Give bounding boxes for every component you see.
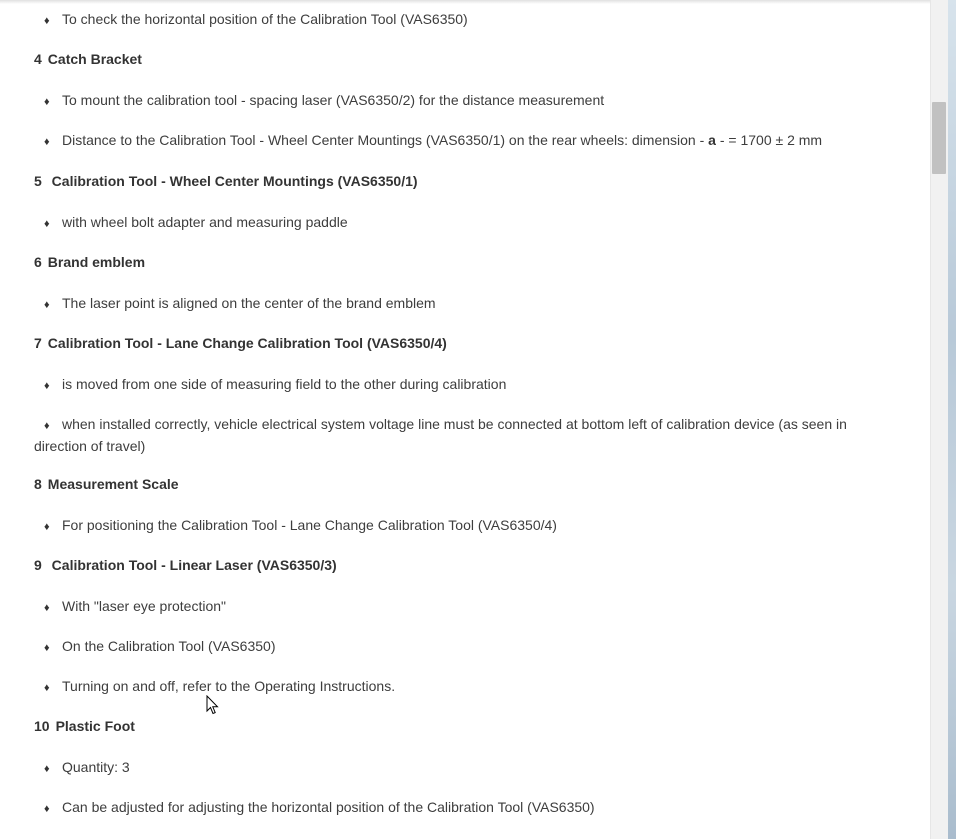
list-item xyxy=(34,676,884,698)
diamond-bullet-icon: ♦ xyxy=(44,96,50,108)
diamond-bullet-icon: ♦ xyxy=(44,218,50,230)
list-item-text: is moved from one side of measuring field to the other during calibration xyxy=(62,376,507,392)
list-item xyxy=(34,515,884,537)
diamond-bullet-icon: ♦ xyxy=(44,136,50,148)
list-item-text: Turning on and off, refer to the Operating Instructions. xyxy=(62,678,396,694)
section-title: Calibration Tool - Linear Laser (VAS6350/3) xyxy=(47,557,337,573)
list-item xyxy=(34,293,884,315)
list-item xyxy=(34,596,884,618)
list-item-text: To check the horizontal position of the Calibration Tool (VAS6350) xyxy=(62,11,468,27)
section-title: Calibration Tool - Lane Change Calibration Tool (VAS6350/4) xyxy=(47,335,447,351)
section-number: 10 xyxy=(34,718,50,734)
diamond-bullet-icon: ♦ xyxy=(44,602,50,614)
diamond-bullet-icon: ♦ xyxy=(44,299,50,311)
section-heading xyxy=(34,171,884,191)
section-number: 8 xyxy=(34,476,42,492)
diamond-bullet-icon: ♦ xyxy=(44,642,50,654)
list-item-text: With "laser eye protection" xyxy=(62,598,227,614)
section-title: Brand emblem xyxy=(47,254,146,270)
section-number: 7 xyxy=(34,335,42,351)
list-item xyxy=(34,414,884,456)
section-title: Catch Bracket xyxy=(47,51,142,67)
section-heading xyxy=(34,474,884,494)
list-item xyxy=(34,212,884,234)
section-title: Plastic Foot xyxy=(55,718,135,734)
list-item xyxy=(34,90,884,112)
list-item-text: with wheel bolt adapter and measuring paddle xyxy=(62,214,348,230)
list-item-text-tail: - = 1700 ± 2 mm xyxy=(715,132,823,148)
list-item-text: To mount the calibration tool - spacing laser (VAS6350/2) for the distance measurement xyxy=(62,92,605,108)
section-title: Measurement Scale xyxy=(47,476,179,492)
diamond-bullet-icon: ♦ xyxy=(44,763,50,775)
section-heading xyxy=(34,49,884,69)
list-item xyxy=(34,636,884,658)
scrollbar-thumb[interactable] xyxy=(932,102,946,174)
dimension-label: a xyxy=(708,132,716,148)
list-item-text: For positioning the Calibration Tool - Lane Change Calibration Tool (VAS6350/4) xyxy=(62,517,557,533)
list-item-text: Distance to the Calibration Tool - Wheel Center Mountings (VAS6350/1) on the rear wheels: dimension - xyxy=(62,132,709,148)
list-item xyxy=(34,797,884,819)
section-title: Calibration Tool - Wheel Center Mountings (VAS6350/1) xyxy=(47,173,418,189)
list-item-text: when installed correctly, vehicle electrical system voltage line must be connected at bottom left of calibration device (as seen in direction of travel) xyxy=(34,416,847,454)
list-item-text: On the Calibration Tool (VAS6350) xyxy=(62,638,276,654)
diamond-bullet-icon: ♦ xyxy=(44,15,50,27)
list-item xyxy=(34,374,884,396)
section-number: 5 xyxy=(34,173,42,189)
diamond-bullet-icon: ♦ xyxy=(44,521,50,533)
diamond-bullet-icon: ♦ xyxy=(44,682,50,694)
list-item-text: The laser point is aligned on the center of the brand emblem xyxy=(62,295,436,311)
toolbar-shadow xyxy=(0,0,930,4)
mouse-pointer-icon xyxy=(206,695,220,715)
diamond-bullet-icon: ♦ xyxy=(44,803,50,815)
section-heading xyxy=(34,252,884,272)
list-item xyxy=(34,130,884,152)
list-item xyxy=(34,9,884,31)
desktop-background-strip xyxy=(948,0,956,839)
diamond-bullet-icon: ♦ xyxy=(44,380,50,392)
section-number: 4 xyxy=(34,51,42,67)
list-item-text: Can be adjusted for adjusting the horizontal position of the Calibration Tool (VAS6350) xyxy=(62,799,595,815)
diamond-bullet-icon: ♦ xyxy=(44,420,50,432)
section-number: 6 xyxy=(34,254,42,270)
list-item xyxy=(34,757,884,779)
section-heading xyxy=(34,555,884,575)
section-number: 9 xyxy=(34,557,42,573)
section-heading xyxy=(34,716,884,736)
section-heading xyxy=(34,333,884,353)
list-item-text: Quantity: 3 xyxy=(62,759,130,775)
